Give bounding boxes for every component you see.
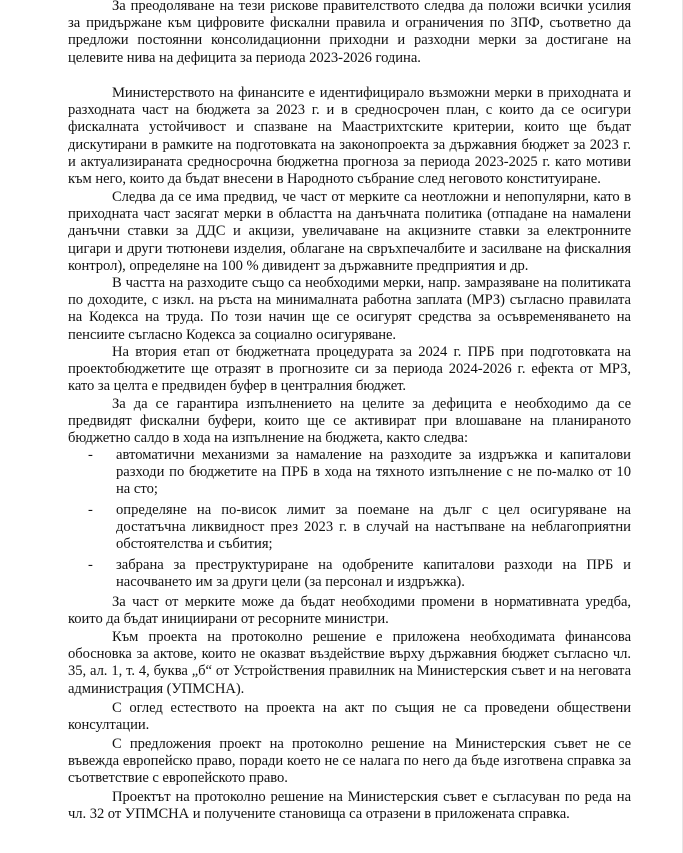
paragraph-risk-overcoming: За преодоляване на тези рискове правителството следва да положи всички усилия за придържане към цифровите фискални правила и ограничения по ЗПФ, съответно да предложи постоянни консолидационни приходни и разходни мерки за достигане на целевите нива на дефицита за периода 2023-2026 година. bbox=[68, 0, 631, 66]
paragraph-revenue-measures: Следва да се има предвид, че част от мерките са неотложни и непопулярни, като в приходната част засягат мерки в областта на данъчната политика (отпадане на намалени данъчни ставки за ДДС и акцизи, увеличаване на акцизните ставки за електронните цигари и други тютюневи изделия, облагане на свръхпечалбите и засилване на фискалния контрол), определяне на 100 % дивидент за държавните предприятия и др. bbox=[68, 189, 631, 274]
paragraph-public-consultations: С оглед естеството на проекта на акт по същия не са проведени обществени консултации. bbox=[68, 700, 631, 734]
list-item-restructuring-ban bbox=[88, 557, 631, 591]
paragraph-ministry-measures: Министерството на финансите е идентифицирало възможни мерки в приходната и разходната част на бюджета за 2023 г. и в средносрочен план, с които да се осигури фискалната устойчивост и спазване на Маастрихтските критерии, които ще бъдат дискутирани в рамките на подготовката на законопроекта за държавния бюджет за 2023 г. и актуализираната средносрочна бюджетна прогноза за периода 2023-2025 г. като мотиви към него, които да бъдат внесени в Народното събрание след неговото конституиране. bbox=[68, 85, 631, 188]
list-item-text: определяне на по-висок лимит за поемане на дълг с цел осигуряване на достатъчна ликвидност през 2023 г. в случай на настъпване на неблагоприятни обстоятелства и събития; bbox=[116, 502, 631, 553]
list-dash-marker: - bbox=[88, 557, 93, 573]
paragraph-normative-changes: За част от мерките може да бъдат необходими промени в нормативната уредба, които да бъдат инициирани от ресорните министри. bbox=[68, 594, 631, 628]
list-dash-marker: - bbox=[88, 502, 93, 518]
paragraph-fiscal-buffers: За да се гарантира изпълнението на целите за дефицита е необходимо да се предвидят фискални буфери, които ще се активират при влошаване на планираното бюджетно салдо в хода на изпълнение на бюджета, както следва: bbox=[68, 396, 631, 447]
list-item-automatic-mechanisms bbox=[88, 447, 631, 499]
list-item-text: автоматични механизми за намаление на разходите за издръжка и капиталови разходи по бюджетите на ПРБ в хода на тяхното изпълнение с не по-малко от 10 на сто; bbox=[116, 447, 631, 498]
list-item-text: забрана за преструктуриране на одобрените капиталови разходи на ПРБ и насочването им за други цели (за персонал и издръжка). bbox=[116, 557, 631, 591]
paragraph-budget-procedure-2024: На втория етап от бюджетната процедурата за 2024 г. ПРБ при подготовката на проектобюджетите ще отразят в прогнозите си за периода 2024-2026 г. ефекта от МРЗ, като за целта е предвиден буфер в централния бюджет. bbox=[68, 344, 631, 395]
paragraph-financial-justification: Към проекта на протоколно решение е приложена необходимата финансова обосновка за актове, които не оказват въздействие върху държавния бюджет съгласно чл. 35, ал. 1, т. 4, буква „б“ от Устройствения правилник на Министерския съвет и на неговата администрация (УПМСНА). bbox=[68, 629, 631, 697]
list-dash-marker: - bbox=[88, 447, 93, 463]
list-item-debt-limit bbox=[88, 502, 631, 554]
paragraph-european-law: С предложения проект на протоколно решение на Министерския съвет не се въвежда европейско право, поради което не се налага по него да бъде изготвена справка за съответствие с европейското право. bbox=[68, 736, 631, 787]
paragraph-coordination: Проектът на протоколно решение на Министерския съвет е съгласуван по реда на чл. 32 от УПМСНА и получените становища са отразени в приложената справка. bbox=[68, 789, 631, 823]
paragraph-expenditure-measures: В частта на разходите също са необходими мерки, напр. замразяване на политиката по доходите, с изкл. на ръста на минималната работна заплата (МРЗ) съгласно правилата на Кодекса на труда. По този начин ще се осигурят средства за осъвременяването на пенсиите съгласно Кодекса за социално осигуряване. bbox=[68, 275, 631, 343]
